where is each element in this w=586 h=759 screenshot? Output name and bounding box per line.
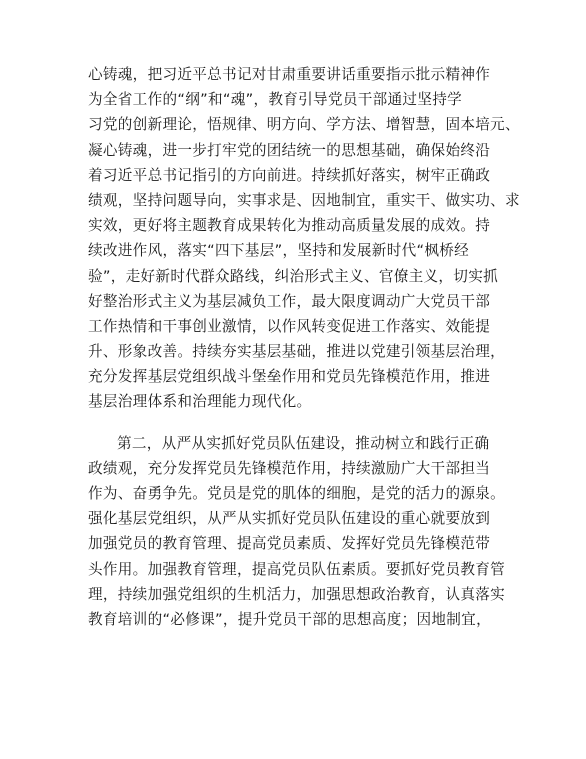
- text-line: 验”，走好新时代群众路线，纠治形式主义、官僚主义，切实抓: [88, 267, 498, 285]
- text-line: 基层治理体系和治理能力现代化。: [88, 393, 312, 411]
- document-body: [88, 62, 520, 632]
- text-line: 第二，从严从实抓好党员队伍建设，推动树立和践行正确: [117, 434, 490, 452]
- text-line: 心铸魂，把习近平总书记对甘肃重要讲话重要指示批示精神作: [88, 66, 491, 83]
- text-line: 教育培训的“必修课”，提升党员干部的思想高度；因地制宜，: [88, 610, 491, 628]
- text-line: 着习近平总书记指引的方向前进。持续抓好落实，树牢正确政: [88, 166, 491, 184]
- text-line: 升、形象改善。持续夯实基层基础，推进以党建引领基层治理，: [88, 343, 506, 361]
- text-line: 好整治形式主义为基层减负工作，最大限度调动广大党员干部: [88, 292, 491, 310]
- text-line: 强化基层党组织，从严从实抓好党员队伍建设的重心就要放到: [88, 510, 491, 528]
- text-line: 作为、奋勇争先。党员是党的肌体的细胞，是党的活力的源泉。: [88, 485, 506, 502]
- text-line: 理，持续加强党组织的生机活力，加强思想政治教育，认真落实: [88, 585, 506, 603]
- paragraph-2: [88, 431, 506, 633]
- text-line: 凝心铸魂，进一步打牢党的团结统一的思想基础，确保始终沿: [88, 141, 491, 159]
- text-line: 充分发挥基层党组织战斗堡垒作用和党员先锋模范作用，推进: [88, 368, 491, 386]
- text-line: 为全省工作的“纲”和“魂”，教育引导党员干部通过坚持学: [88, 91, 463, 109]
- text-line: 工作热情和干事创业激情，以作风转变促进工作落实、效能提: [88, 317, 491, 335]
- text-line: 头作用。加强教育管理，提高党员队伍素质。要抓好党员教育管: [88, 560, 506, 578]
- text-line: 政绩观，充分发挥党员先锋模范作用，持续激励广大干部担当: [88, 459, 491, 477]
- paragraph-1: [88, 62, 520, 415]
- text-line: 加强党员的教育管理、提高党员素质、发挥好党员先锋模范带: [88, 535, 491, 553]
- text-line: 习党的创新理论，悟规律、明方向、学方法、增智慧，固本培元、: [88, 116, 520, 134]
- text-line: 绩观，坚持问题导向，实事求是、因地制宜，重实干、做实功、求: [88, 191, 520, 209]
- text-line: 实效，更好将主题教育成果转化为推动高质量发展的成效。持: [88, 217, 491, 235]
- paragraph-gap: [88, 415, 500, 431]
- text-line: 续改进作风，落实“四下基层”，坚持和发展新时代“枫桥经: [88, 242, 470, 260]
